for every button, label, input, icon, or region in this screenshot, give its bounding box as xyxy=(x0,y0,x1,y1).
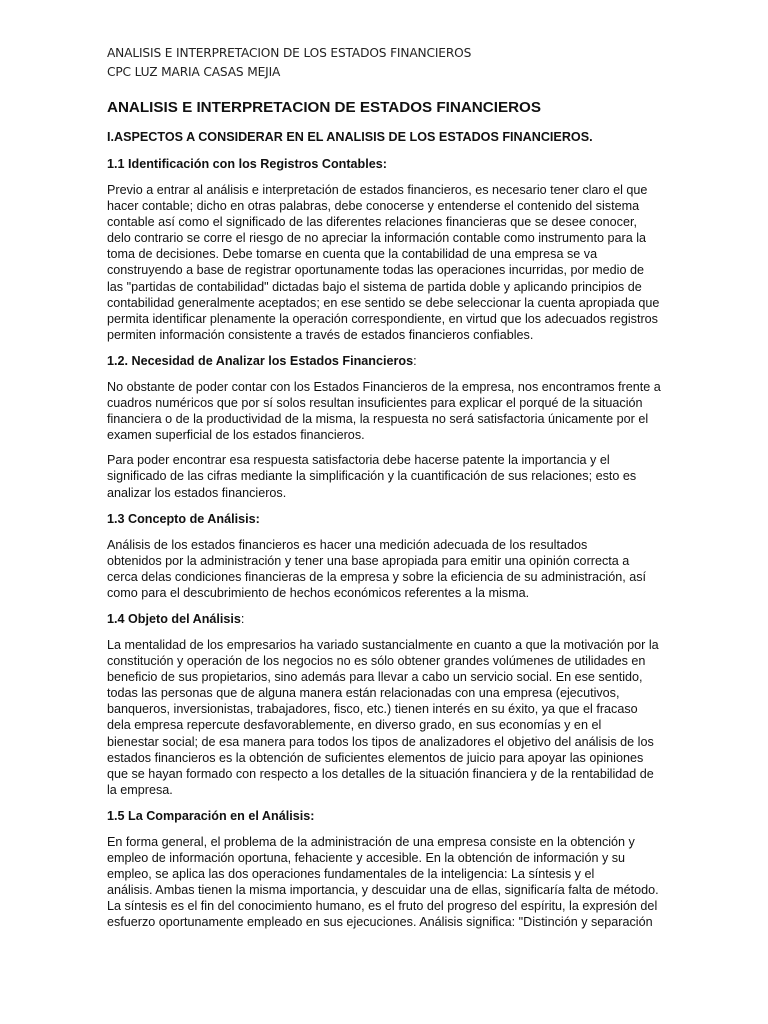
paragraph-line: Previo a entrar al análisis e interpretación de estados financieros, es necesario tener claro el que xyxy=(107,183,648,197)
paragraph-line: permita identificar plenamente la operación correspondiente, en virtud que los adecuados registros xyxy=(107,311,658,326)
paragraph-line: dela empresa repercute desfavorablemente, en diverso grado, en sus economías y en el xyxy=(107,718,602,733)
body-paragraph xyxy=(107,637,658,798)
body-paragraph xyxy=(107,537,658,601)
paragraph-line: significado de las cifras mediante la simplificación y la cuantificación de sus relaciones; esto es xyxy=(107,469,637,484)
subsection-heading-trail: : xyxy=(413,353,417,368)
paragraph-line: La síntesis es el fin del conocimiento humano, es el fruto del progreso del espíritu, la expresión del xyxy=(107,899,658,914)
subsection-heading-text: 1.2. Necesidad de Analizar los Estados Financieros xyxy=(107,353,414,368)
paragraph-line: contabilidad generalmente aceptados; en ese sentido se debe seleccionar la cuenta apropiada que xyxy=(107,295,660,310)
paragraph-line: permiten información consistente a través de estados financieros confiables. xyxy=(107,327,534,342)
header-document-title: ANALISIS E INTERPRETACION DE LOS ESTADOS FINANCIEROS xyxy=(107,46,472,60)
document-body xyxy=(107,155,661,930)
subsection-heading xyxy=(107,155,658,173)
section-heading: I.ASPECTOS A CONSIDERAR EN EL ANALISIS DE LOS ESTADOS FINANCIEROS. xyxy=(107,130,593,144)
paragraph-line: delo contrario se corre el riesgo de no apreciar la información contable como instrumento para la xyxy=(107,231,647,246)
subsection-heading xyxy=(107,352,658,370)
paragraph-line: estados financieros es la obtención de suficientes elementos de juicio para apoyar las opiniones xyxy=(107,750,644,765)
paragraph-line: la empresa. xyxy=(107,782,173,797)
subsection-heading xyxy=(107,807,658,825)
paragraph-line: construyendo a base de registrar oportunamente todas las operaciones incurridas, por medio de xyxy=(107,263,644,278)
paragraph-line: empleo, se aplica las dos operaciones fundamentales de la inteligencia: La síntesis y el xyxy=(107,867,595,882)
subsection-heading-trail: : xyxy=(240,611,245,626)
paragraph-line: las "partidas de contabilidad" dictadas bajo el sistema de partida doble y aplicando principios de xyxy=(107,279,642,294)
paragraph-line: contable así como el significado de las diferentes relaciones financieras que se desee conocer, xyxy=(107,215,637,230)
paragraph-line: cuadros numéricos que por sí solos resultan insuficientes para explicar el porqué de la situación xyxy=(107,396,643,411)
paragraph-line: esfuerzo oportunamente empleado en sus ejecuciones. Análisis significa: "Distinción y separación xyxy=(107,915,653,930)
paragraph-line: empleo de información oportuna, fehaciente y accesible. En la obtención de información y su xyxy=(107,851,626,865)
body-paragraph xyxy=(107,379,661,443)
subsection-heading-text: 1.3 Concepto de Análisis: xyxy=(107,511,260,526)
paragraph-line: No obstante de poder contar con los Estados Financieros de la empresa, nos encontramos frente a xyxy=(107,379,661,394)
paragraph-line: beneficio de sus propietarios, sino además para llevar a cabo un servicio social. En ese sentido, xyxy=(107,670,643,685)
subsection-heading xyxy=(107,610,658,628)
body-paragraph xyxy=(107,834,658,931)
subsection-heading-text: 1.4 Objeto del Análisis xyxy=(107,611,241,626)
paragraph-line: análisis. Ambas tienen la misma importancia, y descuidar una de ellas, significaría falta de método. xyxy=(107,883,659,898)
paragraph-line: constitución y operación de los negocios no es sólo obtener grandes volúmenes de utilidades en xyxy=(107,654,646,669)
paragraph-line: obtenidos por la administración y tener una base apropiada para emitir una opinión correcta a xyxy=(107,553,630,568)
subsection-heading-text: 1.1 Identificación con los Registros Contables: xyxy=(107,157,387,171)
paragraph-line: todas las personas que de alguna manera están relacionadas con una empresa (ejecutivos, xyxy=(107,686,620,701)
paragraph-line: cerca delas condiciones financieras de la empresa y sobre la eficiencia de su administración, así xyxy=(107,569,647,584)
paragraph-line: que se hayan formado con respecto a los detalles de la situación financiera y de la rentabilidad de xyxy=(107,766,654,781)
paragraph-line: examen superficial de los estados financieros. xyxy=(107,428,365,443)
paragraph-line: En forma general, el problema de la administración de una empresa consiste en la obtención y xyxy=(107,834,635,849)
paragraph-line: financiera o de la productividad de la misma, la respuesta no será satisfactoria únicamente por el xyxy=(107,412,649,427)
paragraph-line: banqueros, inversionistas, trabajadores, fisco, etc.) tienen interés en su éxito, ya que el fracaso xyxy=(107,702,638,717)
subsection-heading-text: 1.5 La Comparación en el Análisis: xyxy=(107,808,315,823)
body-paragraph xyxy=(107,452,658,500)
paragraph-line: hacer contable; dicho en otras palabras, debe conocerse y entenderse el contenido del sistema xyxy=(107,199,640,214)
paragraph-line: Para poder encontrar esa respuesta satisfactoria debe hacerse patente la importancia y el xyxy=(107,453,610,468)
paragraph-line: La mentalidad de los empresarios ha variado sustancialmente en cuanto a que la motivación por la xyxy=(107,637,659,652)
subsection-heading xyxy=(107,510,658,528)
paragraph-line: Análisis de los estados financieros es hacer una medición adecuada de los resultados xyxy=(107,537,588,552)
paragraph-line: analizar los estados financieros. xyxy=(107,485,287,500)
paragraph-line: toma de decisiones. Debe tomarse en cuenta que la contabilidad de una empresa se va xyxy=(107,247,598,262)
paragraph-line: como para el descubrimiento de hechos económicos referentes a la misma. xyxy=(107,585,530,600)
header-author: CPC LUZ MARIA CASAS MEJIA xyxy=(107,65,281,79)
body-paragraph xyxy=(107,182,658,343)
paragraph-line: bienestar social; de esa manera para todos los tipos de analizadores el objetivo del análisis de los xyxy=(107,734,654,749)
document-title: ANALISIS E INTERPRETACION DE ESTADOS FINANCIEROS xyxy=(107,99,541,116)
